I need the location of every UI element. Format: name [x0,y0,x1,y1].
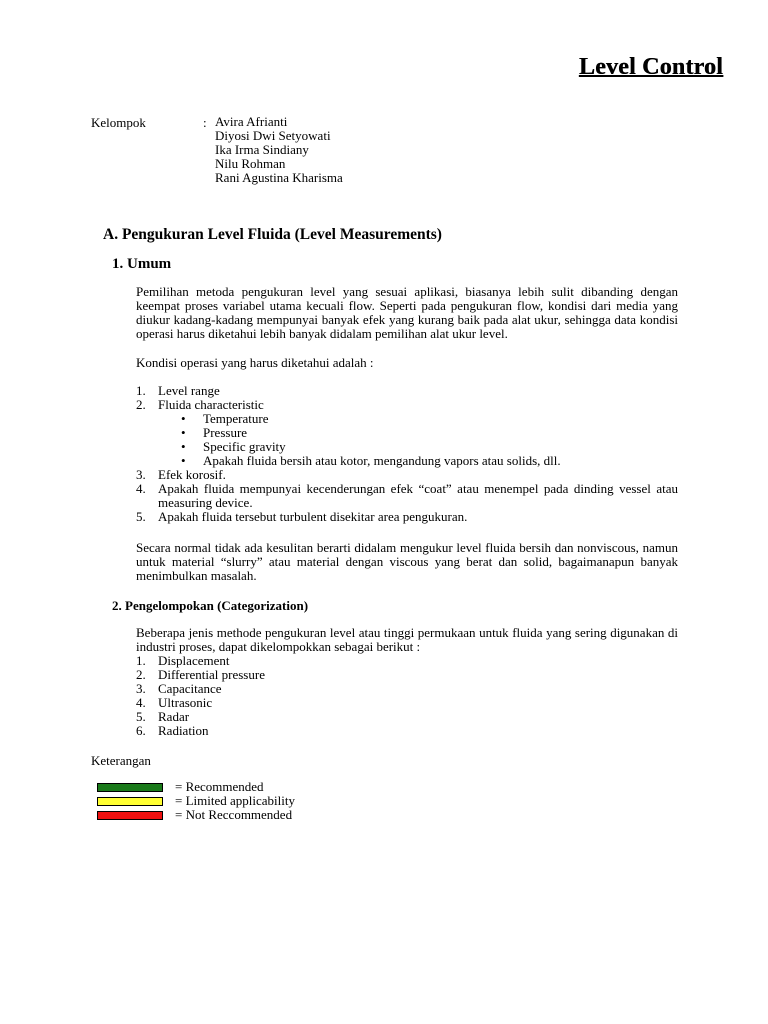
member-name: Ika Irma Sindiany [215,142,309,157]
legend-label: = Limited applicability [175,793,295,808]
list-item [136,668,678,682]
green-swatch [97,783,163,792]
list-item [136,510,678,524]
list-text: Displacement [158,653,230,668]
legend-label: = Not Reccommended [175,807,293,822]
member-name: Nilu Rohman [215,156,286,171]
list-text: Fluida characteristic [158,397,264,412]
bullet-icon: • [181,453,186,468]
list-number: 4. [136,695,146,710]
bullet-item [181,454,678,468]
conditions-list [136,384,678,524]
member-name: Rani Agustina Kharisma [215,170,343,185]
bullet-icon: • [181,425,186,440]
list-item [136,384,678,398]
member-name: Avira Afrianti [215,114,288,129]
list-text: Level range [158,383,220,398]
bullet-text: Specific gravity [203,439,286,454]
list-text: Apakah fluida mempunyai kecenderungan efek “coat” atau menempel pada dinding vessel atau measuring device. [158,481,678,510]
list-number: 2. [136,667,146,682]
legend-row-limited [97,794,295,808]
yellow-swatch [97,797,163,806]
list-text: Differential pressure [158,667,265,682]
red-swatch [97,811,163,820]
group-label: Kelompok [91,115,146,130]
legend [97,780,295,822]
list-item [136,682,678,696]
page-title: Level Control [578,54,723,80]
member-list [215,115,343,185]
list-item [136,654,678,668]
list-number: 5. [136,709,146,724]
bullet-text: Temperature [203,411,269,426]
member-name: Diyosi Dwi Setyowati [215,128,331,143]
list-item [136,468,678,482]
bullet-icon: • [181,411,186,426]
methods-list [136,654,678,738]
categorization-intro: Beberapa jenis methode pengukuran level atau tinggi permukaan untuk fluida yang sering digunakan di industri proses, dapat dikelompokkan sebagai berikut : [136,625,678,654]
list-number: 5. [136,509,146,524]
subsection-2-heading: 2. Pengelompokan (Categorization) [112,598,309,613]
list-item [136,482,678,510]
bullet-item [181,440,678,454]
normal-note-paragraph: Secara normal tidak ada kesulitan berarti didalam mengukur level fluida bersih dan nonviscous, namun untuk material “slurry” atau material dengan viscous yang berat dan solid, bagaimanapun banyak menimbulkan masalah. [136,540,678,583]
list-text: Radar [158,709,190,724]
legend-title: Keterangan [91,753,151,768]
list-text: Radiation [158,723,209,738]
bullet-item [181,426,678,440]
list-item [136,398,678,412]
intro-paragraph: Pemilihan metoda pengukuran level yang sesuai aplikasi, biasanya lebih sulit dibanding dengan keempat proses variabel utama kecuali flow. Seperti pada pengukuran flow, kondisi dari media yang diukur kadang-kadang mempunyai banyak efek yang kurang baik pada alat ukur, sehingga data kondisi operasi harus diketahui lebih banyak didalam pemilihan alat ukur level. [136,284,678,341]
list-item [136,724,678,738]
conditions-intro: Kondisi operasi yang harus diketahui adalah : [136,355,374,370]
list-item [136,710,678,724]
list-number: 3. [136,681,146,696]
legend-label: = Recommended [175,779,264,794]
bullet-icon: • [181,439,186,454]
list-text: Apakah fluida tersebut turbulent disekitar area pengukuran. [158,509,468,524]
list-text: Efek korosif. [158,467,226,482]
list-number: 4. [136,481,146,496]
subsection-1-heading: 1. Umum [112,256,172,272]
legend-row-recommended [97,780,295,794]
section-a-heading: A. Pengukuran Level Fluida (Level Measurements) [103,226,442,243]
list-number: 1. [136,653,146,668]
list-number: 6. [136,723,146,738]
list-number: 2. [136,397,146,412]
bullet-text: Pressure [203,425,248,440]
list-text: Capacitance [158,681,222,696]
bullet-text: Apakah fluida bersih atau kotor, mengandung vapors atau solids, dll. [203,453,561,468]
list-item [136,696,678,710]
group-colon: : [203,115,207,130]
list-text: Ultrasonic [158,695,213,710]
fluid-characteristics-list [136,412,678,468]
bullet-item [181,412,678,426]
list-number: 3. [136,467,146,482]
legend-row-not-recommended [97,808,295,822]
list-number: 1. [136,383,146,398]
